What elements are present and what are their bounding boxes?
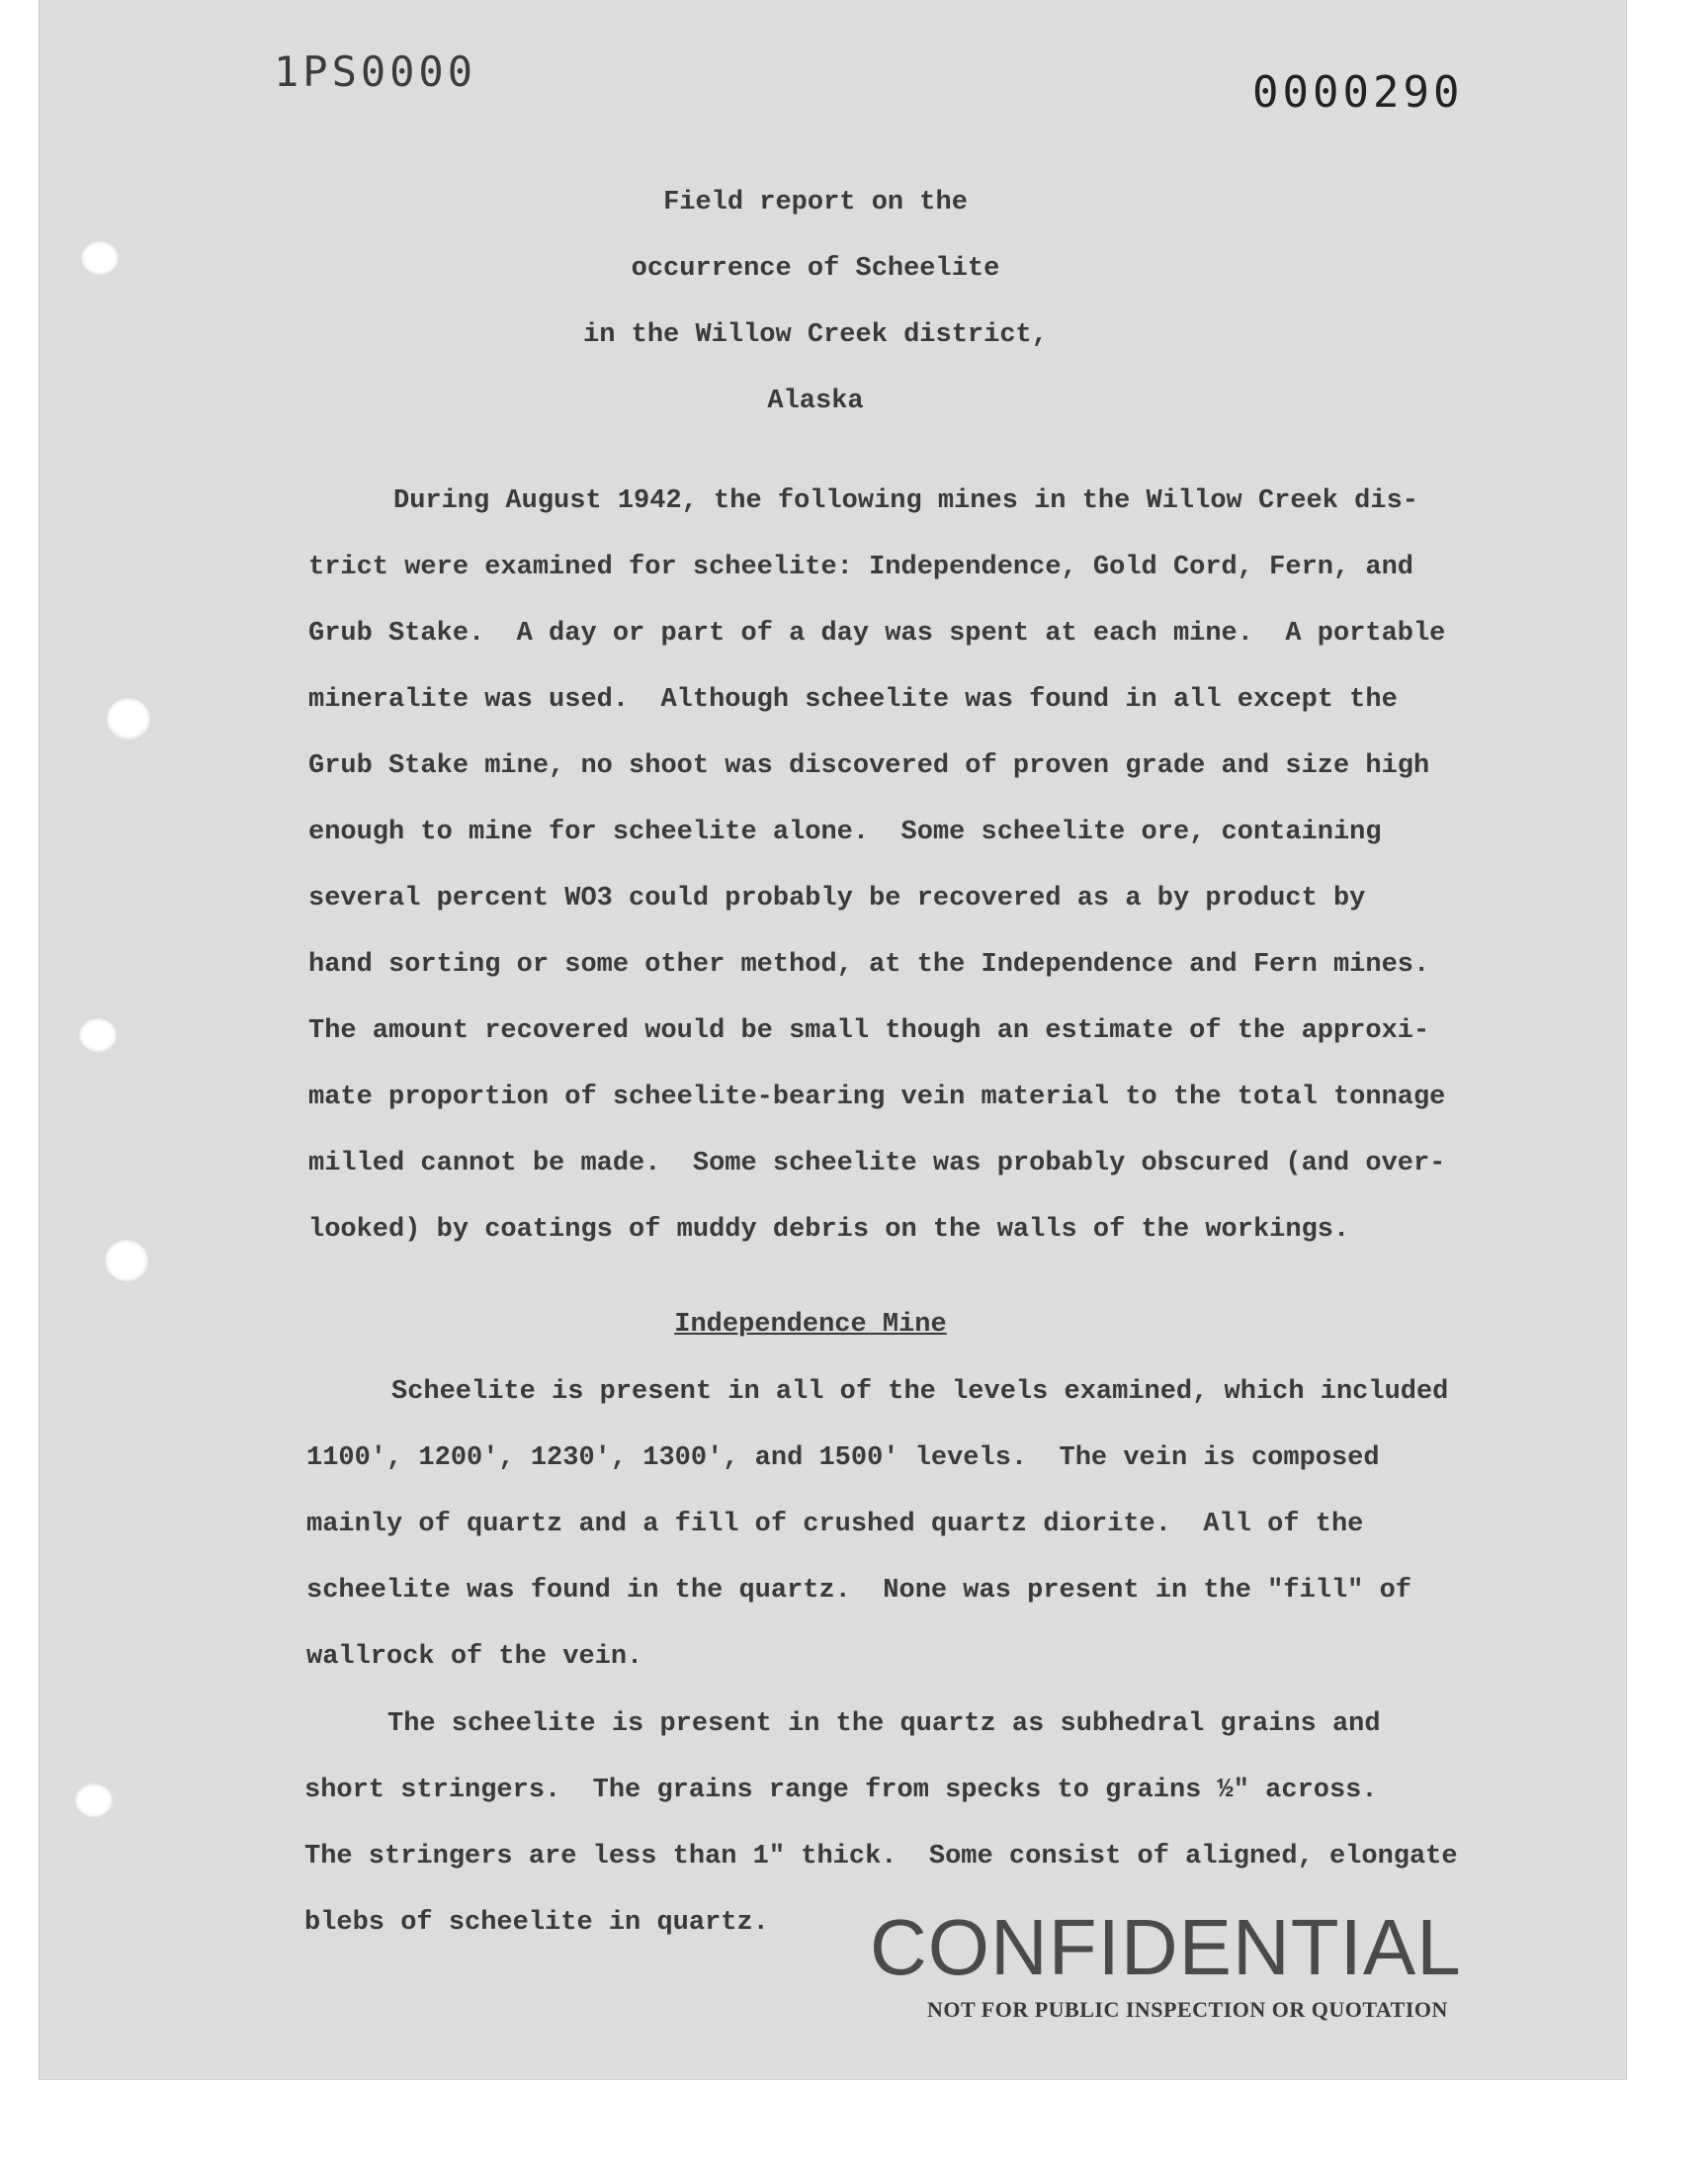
- text-line: The amount recovered would be small though an estimate of the approxi-: [308, 1016, 1430, 1046]
- title-line: in the Willow Creek district,: [583, 320, 1048, 350]
- title-line: occurrence of Scheelite: [631, 254, 1000, 284]
- text-line: Grub Stake mine, no shoot was discovered of proven grade and size high: [308, 751, 1430, 781]
- text-line: 1100', 1200', 1230', 1300', and 1500' levels. The vein is composed: [306, 1443, 1380, 1473]
- section-heading: Independence Mine: [674, 1310, 947, 1340]
- punch-hole: [107, 698, 150, 740]
- text-line: milled cannot be made. Some scheelite was probably obscured (and over-: [308, 1149, 1446, 1178]
- text-line: trict were examined for scheelite: Independence, Gold Cord, Fern, and: [308, 553, 1413, 582]
- document-number-left: 1PS0000: [274, 47, 477, 96]
- text-line: Grub Stake. A day or part of a day was spent at each mine. A portable: [308, 619, 1446, 649]
- text-line: wallrock of the vein.: [306, 1642, 643, 1672]
- confidential-stamp: CONFIDENTIAL: [870, 1903, 1462, 1991]
- text-line: mineralite was used. Although scheelite was found in all except the: [308, 685, 1398, 715]
- punch-hole: [105, 1240, 148, 1281]
- confidential-stamp-subtext: NOT FOR PUBLIC INSPECTION OR QUOTATION: [927, 1997, 1448, 2022]
- text-line: short stringers. The grains range from specks to grains ½" across.: [304, 1776, 1378, 1805]
- text-line: looked) by coatings of muddy debris on the walls of the workings.: [308, 1215, 1350, 1245]
- text-line: several percent WO3 could probably be recovered as a by product by: [308, 884, 1366, 914]
- text-line: enough to mine for scheelite alone. Some scheelite ore, containing: [308, 818, 1382, 847]
- text-line: During August 1942, the following mines in the Willow Creek dis-: [393, 486, 1418, 516]
- title-line: Alaska: [767, 387, 864, 416]
- punch-hole: [79, 1018, 117, 1052]
- text-line: mainly of quartz and a fill of crushed quartz diorite. All of the: [306, 1510, 1364, 1539]
- text-line: mate proportion of scheelite-bearing vein material to the total tonnage: [308, 1083, 1446, 1112]
- text-line: blebs of scheelite in quartz.: [304, 1908, 769, 1938]
- title-line: Field report on the: [663, 188, 968, 218]
- text-line: hand sorting or some other method, at the Independence and Fern mines.: [308, 950, 1430, 980]
- document-number-right: 0000290: [1252, 67, 1464, 118]
- text-line: Scheelite is present in all of the levels examined, which included: [391, 1377, 1449, 1407]
- text-line: The scheelite is present in the quartz as subhedral grains and: [387, 1709, 1381, 1739]
- text-line: The stringers are less than 1" thick. Some consist of aligned, elongate: [304, 1842, 1458, 1871]
- text-line: scheelite was found in the quartz. None was present in the "fill" of: [306, 1576, 1411, 1606]
- punch-hole: [75, 1784, 113, 1817]
